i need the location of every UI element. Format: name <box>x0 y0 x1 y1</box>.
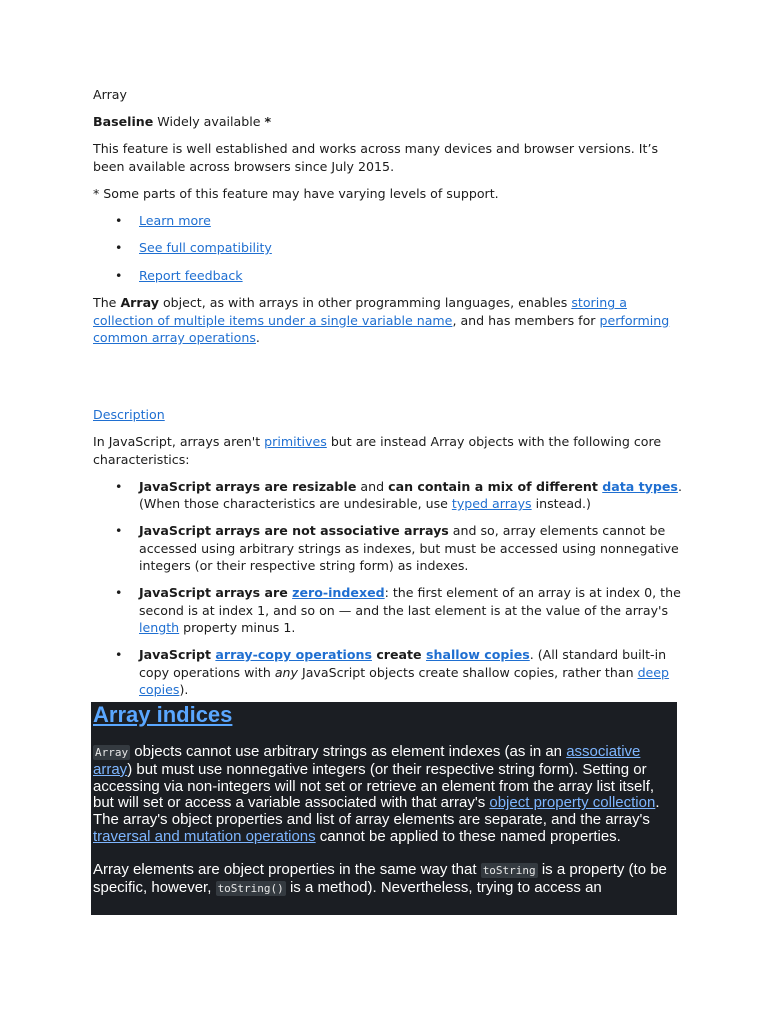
text: : the first element of an array is at index 0, the second is at index 1, and so on — and the last element is at the value of the array's <box>139 585 681 618</box>
data-types-link[interactable]: data types <box>602 478 678 494</box>
strong-text: can contain a mix of different <box>388 478 603 494</box>
typed-arrays-link[interactable]: typed arrays <box>451 496 532 511</box>
description-heading-link[interactable]: Description <box>93 407 165 422</box>
support-note: * Some parts of this feature may have varying levels of support. <box>93 185 499 201</box>
list-item <box>93 239 683 257</box>
strong-text: JavaScript arrays are resizable <box>139 478 357 494</box>
spacer <box>93 356 683 406</box>
baseline-label: Baseline <box>93 114 154 129</box>
associative-array-link[interactable]: associative array <box>93 743 641 778</box>
full-compatibility-link[interactable]: See full compatibility <box>139 240 272 255</box>
list-item <box>93 646 683 699</box>
text: and <box>356 478 389 494</box>
storing-collection-link[interactable]: storing a collection of multiple items under a single variable name <box>93 295 627 328</box>
array-indices-heading <box>93 702 675 728</box>
text: objects cannot use arbitrary strings as element indexes (as in an <box>130 743 567 760</box>
text: instead.) <box>531 496 591 511</box>
list-item <box>93 522 683 575</box>
document-body <box>93 86 683 708</box>
indices-paragraph-1 <box>93 744 675 846</box>
text: JavaScript objects create shallow copies, rather than <box>298 664 638 680</box>
report-feedback-link[interactable]: Report feedback <box>139 267 243 283</box>
characteristics-list <box>93 478 683 699</box>
availability-text: This feature is well established and works across many devices and browser versions. It’s been available across browsers since July 2015. <box>93 141 659 174</box>
emphasis-text: any <box>274 664 298 680</box>
deep-copies-link[interactable]: deep copies <box>139 664 670 697</box>
description-paragraph <box>93 433 683 468</box>
common-operations-link[interactable]: performing common array operations <box>93 312 670 345</box>
array-indices-heading-link[interactable]: Array indices <box>93 702 233 727</box>
text: . (When those characteristics are undesirable, use <box>139 478 682 511</box>
desc-text: In JavaScript, arrays aren't <box>93 434 265 449</box>
length-link[interactable]: length <box>139 620 180 635</box>
array-indices-section <box>91 702 677 915</box>
strong-text: JavaScript arrays are not associative arrays <box>139 523 449 538</box>
text: ). <box>179 682 189 697</box>
array-copy-operations-link[interactable]: array-copy operations <box>215 647 372 662</box>
list-item <box>93 267 683 285</box>
text: ) but must use nonnegative integers (or their respective string form). Setting or accessing via non-integers will not set or retrieve an element from the array list itself, but will set or access a variable associated with that array's <box>93 760 655 812</box>
intro-text: , and has members for <box>452 312 600 328</box>
text: Array elements are object properties in the same way that <box>93 860 481 878</box>
indices-paragraph-2 <box>93 862 675 898</box>
intro-text: . <box>255 330 260 345</box>
traversal-mutation-link[interactable]: traversal and mutation operations <box>93 827 316 845</box>
text: . (All standard built-in copy operations with <box>139 647 667 680</box>
desc-text: but are instead Array objects with the following core characteristics: <box>93 434 662 467</box>
inline-code: toString() <box>217 881 284 895</box>
page-title: Array <box>93 87 127 102</box>
text: and so, array elements cannot be accessed using arbitrary strings as indexes, but must be accessed using nonnegative integers (or their respective string form) as indexes. <box>139 523 679 573</box>
baseline-links <box>93 212 683 285</box>
learn-more-link[interactable]: Learn more <box>139 212 211 228</box>
shallow-copies-link[interactable]: shallow copies <box>425 647 530 662</box>
primitives-link[interactable]: primitives <box>264 434 327 449</box>
description-heading-line <box>93 406 683 424</box>
intro-text: The <box>93 295 121 310</box>
text: is a method). Nevertheless, trying to access an <box>285 878 602 896</box>
zero-indexed-link[interactable]: zero-indexed <box>292 585 385 600</box>
intro-array-term: Array <box>120 295 159 310</box>
object-property-collection-link[interactable]: object property collection <box>489 794 656 812</box>
list-item <box>93 212 683 230</box>
list-item <box>93 478 683 513</box>
text: . The array's object properties and list of array elements are separate, and the array's <box>93 794 660 829</box>
strong-text: JavaScript <box>139 647 216 662</box>
text: cannot be applied to these named properties. <box>315 827 621 845</box>
baseline-line <box>93 113 683 131</box>
baseline-asterisk: * <box>264 114 272 129</box>
text: is a property (to be specific, however, <box>93 860 667 896</box>
inline-code: Array <box>95 746 129 759</box>
baseline-status: Widely available <box>157 114 261 129</box>
text: property minus 1. <box>179 620 296 635</box>
intro-text: object, as with arrays in other programming languages, enables <box>158 295 572 310</box>
list-item <box>93 584 683 637</box>
strong-text: JavaScript arrays are <box>139 585 293 600</box>
intro-paragraph <box>93 294 683 347</box>
inline-code: toString <box>482 863 536 877</box>
strong-text: create <box>371 647 426 662</box>
